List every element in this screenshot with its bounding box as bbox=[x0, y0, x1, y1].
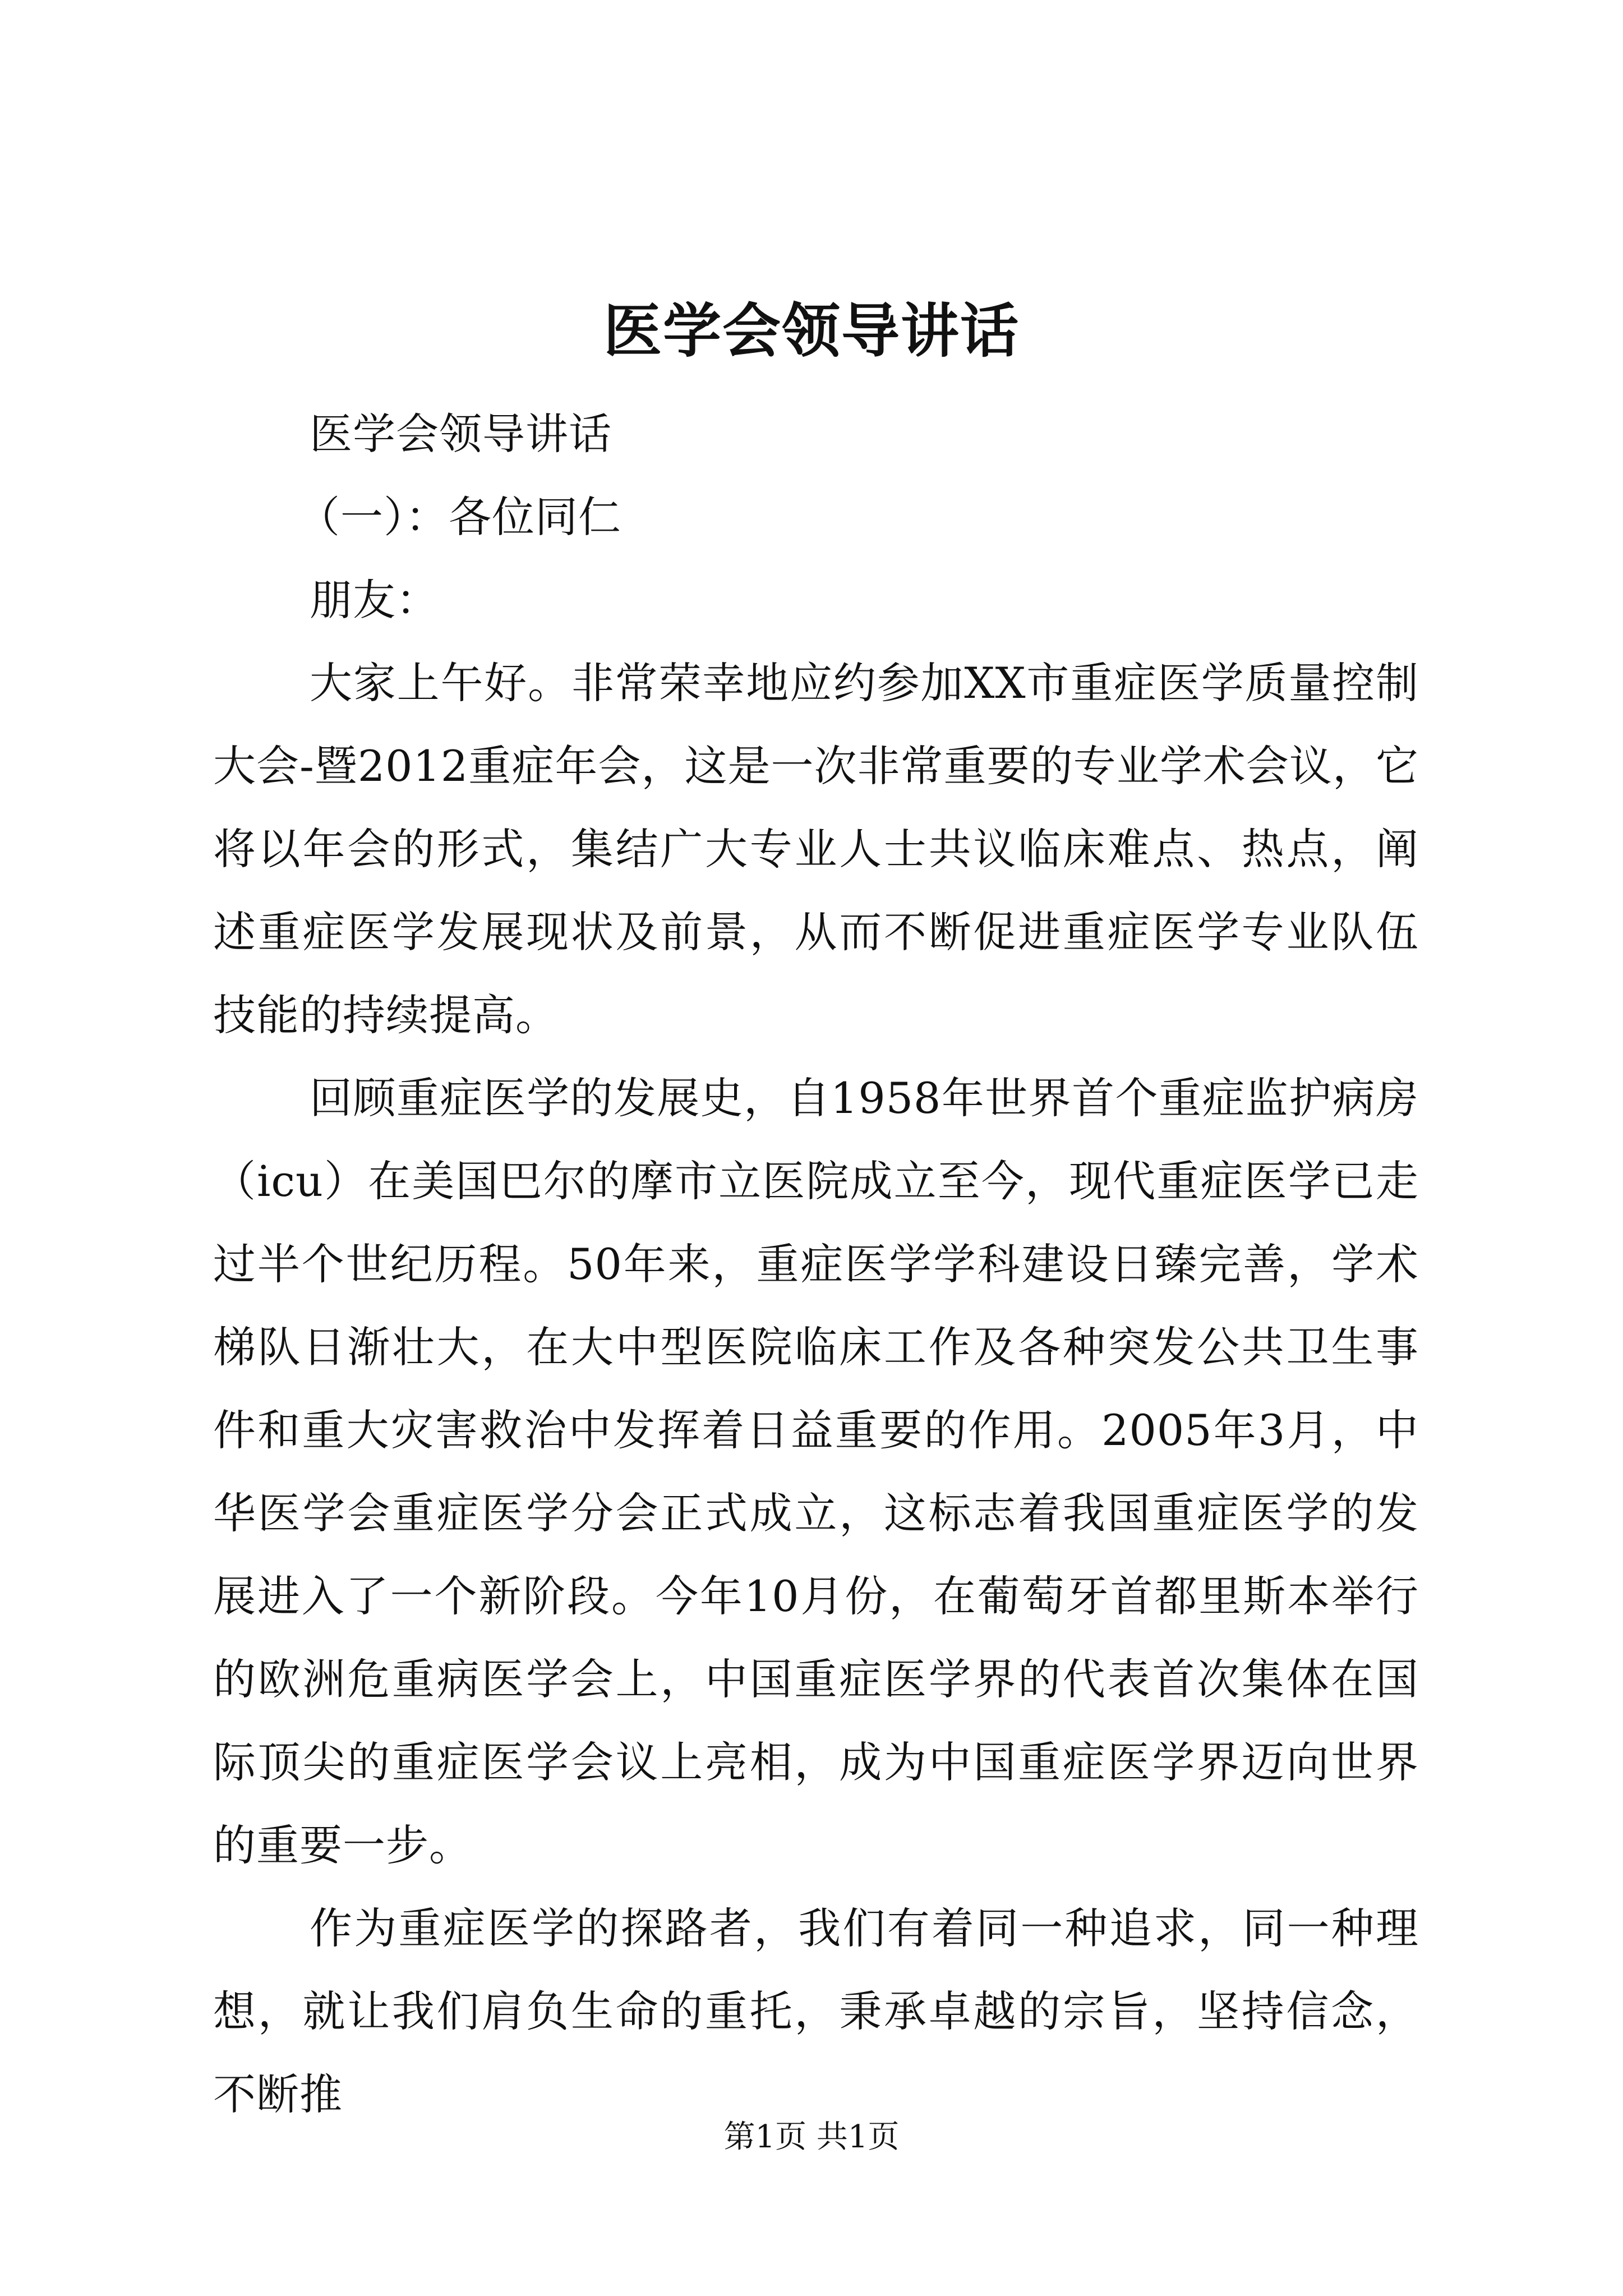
paragraph-salutation: （一）：各位同仁 bbox=[297, 492, 621, 542]
paragraph-closing: 作为重症医学的探路者，我们有着同一种追求，同一种理想，就让我们肩负生命的重托，秉承卓越的宗旨，坚持信念，不断推 bbox=[213, 1903, 1419, 2119]
paragraph-greeting: 大家上午好。非常荣幸地应约参加XX市重症医学质量控制大会-暨2012重症年会，这是一次非常重要的专业学术会议，它将以年会的形式，集结广大专业人士共议临床难点、热点，阐述重症医学发展现状及前景，从而不断促进重症医学专业队伍技能的持续提高。 bbox=[213, 658, 1419, 1040]
document-title: 医学会领导讲话 bbox=[603, 296, 1020, 365]
paragraph-heading: 医学会领导讲话 bbox=[310, 409, 612, 459]
paragraph-salutation-cont: 朋友： bbox=[310, 575, 439, 625]
document-body bbox=[213, 393, 1419, 2136]
page-footer: 第1页 共1页 bbox=[723, 2119, 900, 2155]
paragraph-history: 回顾重症医学的发展史，自1958年世界首个重症监护病房（icu）在美国巴尔的摩市立医院成立至今，现代重症医学已走过半个世纪历程。50年来，重症医学学科建设日臻完善，学术梯队日渐壮大，在大中型医院临床工作及各种突发公共卫生事件和重大灾害救治中发挥着日益重要的作用。2005年3月，中华医学会重症医学分会正式成立，这标志着我国重症医学的发展进入了一个新阶段。今年10月份，在葡萄牙首都里斯本举行的欧洲危重病医学会上，中国重症医学界的代表首次集体在国际顶尖的重症医学会议上亮相，成为中国重症医学界迈向世界的重要一步。 bbox=[213, 1073, 1419, 1870]
